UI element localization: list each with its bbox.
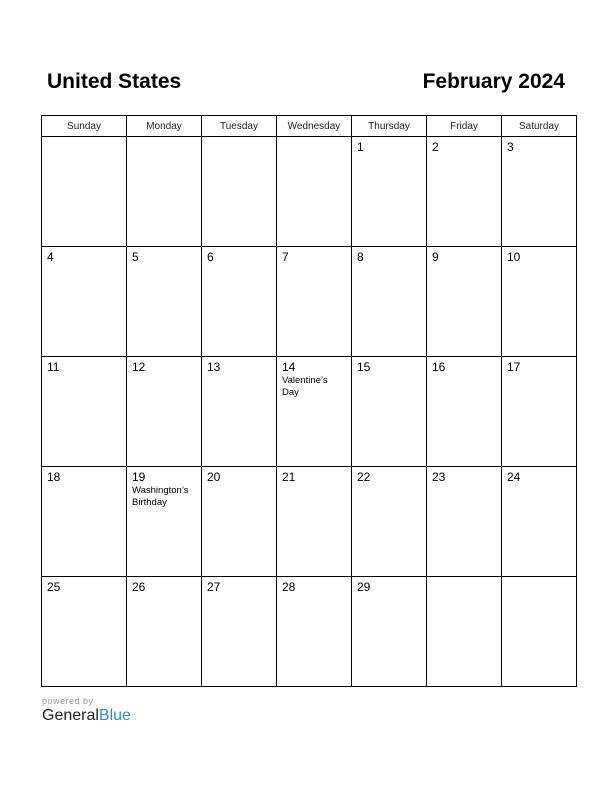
day-number: 21 <box>282 470 296 484</box>
day-cell <box>502 357 577 467</box>
day-cell <box>42 247 127 357</box>
day-cell <box>202 137 277 247</box>
month-title: February 2024 <box>422 70 565 93</box>
day-number: 9 <box>432 250 439 264</box>
day-number: 25 <box>47 580 61 594</box>
day-number <box>277 137 351 140</box>
day-number: 16 <box>432 360 446 374</box>
weekday-tuesday: Tuesday <box>202 116 277 137</box>
day-cell <box>42 137 127 247</box>
weekday-thursday: Thursday <box>352 116 427 137</box>
day-cell <box>202 467 277 577</box>
generalblue-logo[interactable] <box>42 707 131 725</box>
day-number: 19 <box>132 470 146 484</box>
weekday-friday: Friday <box>427 116 502 137</box>
day-number: 10 <box>507 250 521 264</box>
day-cell <box>352 247 427 357</box>
day-cell <box>277 357 352 467</box>
day-number <box>502 577 576 580</box>
day-cell <box>277 247 352 357</box>
day-cell <box>202 577 277 687</box>
day-number: 20 <box>207 470 221 484</box>
day-cell <box>127 467 202 577</box>
day-number: 22 <box>357 470 371 484</box>
day-cell <box>352 357 427 467</box>
day-cell <box>427 467 502 577</box>
day-number <box>127 137 201 140</box>
holiday-label-valentines-day: Valentine’s Day <box>282 375 328 398</box>
brand-general-text: General <box>42 707 99 724</box>
day-cell <box>352 467 427 577</box>
powered-by-text: powered by <box>42 696 94 706</box>
day-number: 3 <box>507 140 514 154</box>
day-cell <box>352 137 427 247</box>
day-cell <box>127 577 202 687</box>
day-number <box>427 577 501 580</box>
day-number: 4 <box>47 250 54 264</box>
day-cell <box>42 357 127 467</box>
holiday-label-washingtons-birthday: Washington’s Birthday <box>132 485 189 508</box>
day-number: 17 <box>507 360 521 374</box>
calendar-grid <box>41 115 577 687</box>
day-number: 1 <box>357 140 364 154</box>
day-cell <box>277 137 352 247</box>
weekday-sunday: Sunday <box>42 116 127 137</box>
day-number: 2 <box>432 140 439 154</box>
calendar-header <box>47 70 565 100</box>
day-cell <box>502 467 577 577</box>
day-number: 8 <box>357 250 364 264</box>
week-row <box>42 467 577 577</box>
day-cell <box>502 577 577 687</box>
week-row <box>42 357 577 467</box>
day-number <box>42 137 126 140</box>
day-cell <box>352 577 427 687</box>
day-cell <box>502 247 577 357</box>
country-title: United States <box>47 70 182 93</box>
day-cell <box>127 357 202 467</box>
day-number: 11 <box>47 360 60 374</box>
day-cell <box>42 467 127 577</box>
day-number: 29 <box>357 580 371 594</box>
day-number: 7 <box>282 250 289 264</box>
day-number: 28 <box>282 580 296 594</box>
day-number: 5 <box>132 250 139 264</box>
day-number <box>202 137 276 140</box>
weekday-monday: Monday <box>127 116 202 137</box>
day-cell <box>277 467 352 577</box>
day-number: 18 <box>47 470 61 484</box>
day-cell <box>427 357 502 467</box>
day-cell <box>42 577 127 687</box>
week-row <box>42 247 577 357</box>
weekday-saturday: Saturday <box>502 116 577 137</box>
brand-blue-text: Blue <box>98 707 131 724</box>
day-number: 26 <box>132 580 146 594</box>
day-number: 12 <box>132 360 146 374</box>
day-cell <box>277 577 352 687</box>
day-cell <box>127 247 202 357</box>
day-cell <box>202 357 277 467</box>
footer-branding <box>42 696 131 725</box>
day-number: 24 <box>507 470 521 484</box>
day-cell <box>427 577 502 687</box>
weekday-wednesday: Wednesday <box>277 116 352 137</box>
day-number: 6 <box>207 250 214 264</box>
day-number: 23 <box>432 470 446 484</box>
day-cell <box>427 137 502 247</box>
weekday-header-row <box>42 116 577 137</box>
day-cell <box>202 247 277 357</box>
day-cell <box>427 247 502 357</box>
day-cell <box>127 137 202 247</box>
day-number: 13 <box>207 360 221 374</box>
week-row <box>42 137 577 247</box>
day-number: 15 <box>357 360 371 374</box>
week-row <box>42 577 577 687</box>
day-number: 27 <box>207 580 221 594</box>
day-number: 14 <box>282 360 296 374</box>
day-cell <box>502 137 577 247</box>
